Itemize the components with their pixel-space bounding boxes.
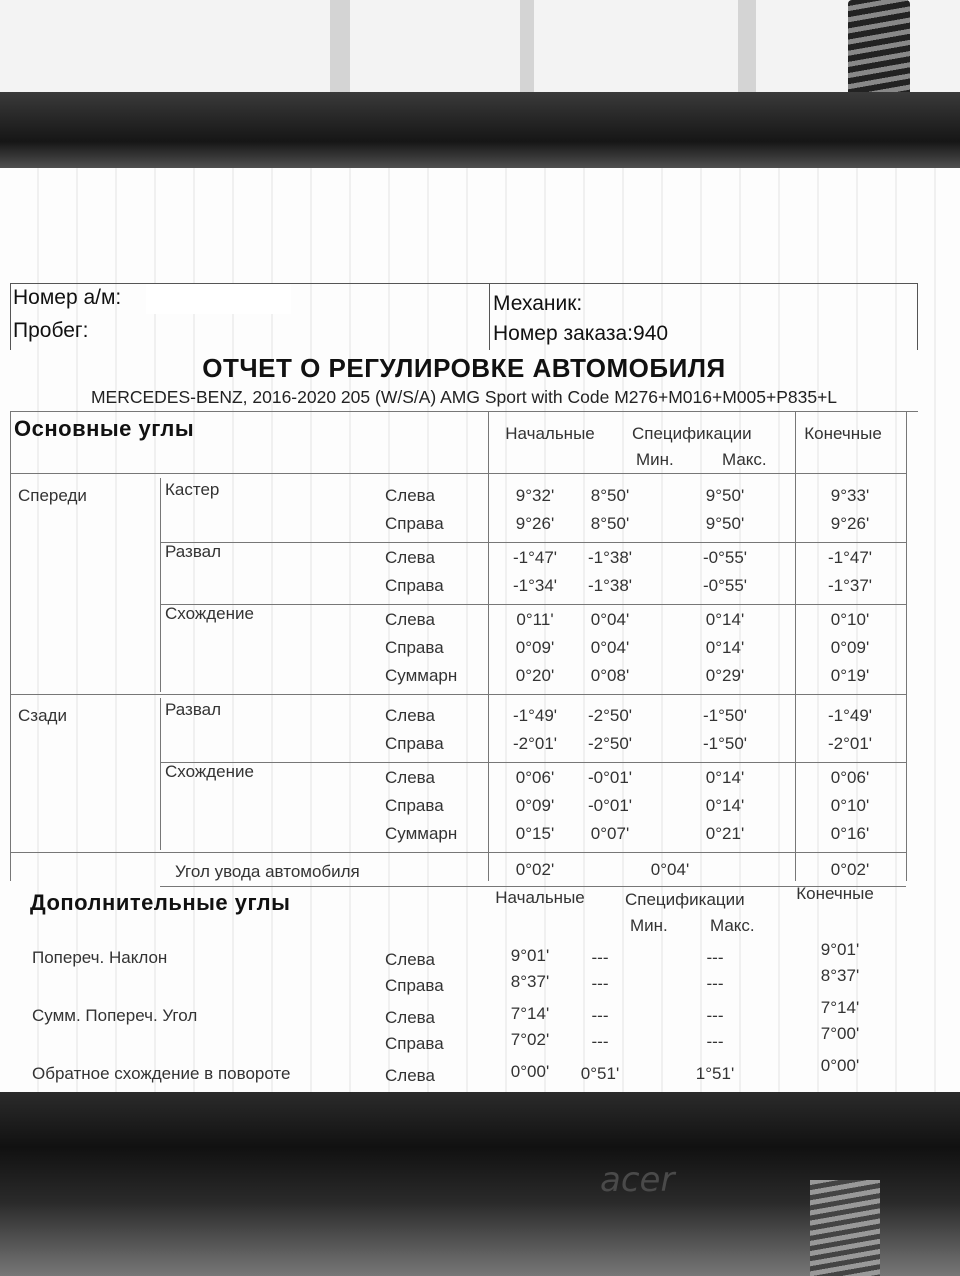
- spec-min-value: 8°50': [590, 486, 630, 505]
- final-value: -1°37': [827, 576, 873, 595]
- final-value: 9°33': [830, 486, 870, 505]
- thrust-angle-label: Угол увода автомобиля: [175, 862, 360, 881]
- spec-max-value: 0°14': [705, 768, 745, 787]
- spec-max-value: ---: [706, 974, 724, 993]
- table-border-left: [10, 411, 11, 881]
- final-value: 0°06': [830, 768, 870, 787]
- initial-value: 9°32': [515, 486, 555, 505]
- initial-value: 0°09': [515, 796, 555, 815]
- side-label: Слева: [385, 1066, 435, 1085]
- extra-col-initial-header: Начальные: [495, 888, 585, 907]
- thrust-initial-value: 0°02': [515, 860, 555, 879]
- initial-value: 0°20': [515, 666, 555, 685]
- group-divider: [160, 478, 161, 692]
- initial-value: 0°06': [515, 768, 555, 787]
- report-title: ОТЧЕТ О РЕГУЛИРОВКЕ АВТОМОБИЛЯ: [202, 353, 726, 383]
- spec-min-value: -1°38': [587, 576, 633, 595]
- extra-col-final-header: Конечные: [796, 884, 874, 903]
- spec-max-value: 1°51': [695, 1064, 735, 1083]
- table-rule: [10, 473, 906, 474]
- initial-value: 9°01': [510, 946, 550, 965]
- spec-max-value: -0°55': [702, 576, 748, 595]
- final-value: 0°19': [830, 666, 870, 685]
- initial-value: 0°09': [515, 638, 555, 657]
- side-label: Справа: [385, 514, 444, 533]
- header-divider: [489, 284, 490, 350]
- side-label: Справа: [385, 734, 444, 753]
- side-label: Суммарн: [385, 824, 458, 843]
- spec-min-value: -0°01': [587, 796, 633, 815]
- extra-section-title: Дополнительные углы: [30, 890, 291, 915]
- initial-value: -1°47': [512, 548, 558, 567]
- col-min-header: Мин.: [636, 450, 674, 469]
- final-value: 7°14': [820, 998, 860, 1017]
- side-label: Справа: [385, 976, 444, 995]
- extra-parameter-label: Сумм. Попереч. Угол: [32, 1006, 198, 1025]
- table-rule: [160, 542, 906, 543]
- spec-max-value: 0°14': [705, 796, 745, 815]
- col-max-header: Макс.: [722, 450, 767, 469]
- side-label: Справа: [385, 576, 444, 595]
- main-section-title: Основные углы: [14, 416, 195, 441]
- col-initial-header: Начальные: [505, 424, 595, 443]
- spec-min-value: ---: [591, 948, 609, 967]
- parameter-label: Развал: [165, 542, 222, 561]
- spec-min-value: 0°08': [590, 666, 630, 685]
- initial-value: 7°14': [510, 1004, 550, 1023]
- spec-min-value: 0°04': [590, 638, 630, 657]
- extra-col-spec-header: Спецификации: [625, 890, 745, 909]
- spec-max-value: -0°55': [702, 548, 748, 567]
- lamp-stand: [810, 1180, 880, 1276]
- spec-max-value: ---: [706, 1032, 724, 1051]
- order-number: Номер заказа:940: [493, 322, 669, 345]
- parameter-label: Схождение: [165, 604, 254, 623]
- side-label: Справа: [385, 638, 444, 657]
- initial-value: -2°01': [512, 734, 558, 753]
- side-label: Слева: [385, 1008, 435, 1027]
- final-value: 0°16': [830, 824, 870, 843]
- side-label: Слева: [385, 768, 435, 787]
- extra-col-max-header: Макс.: [710, 916, 755, 935]
- table-rule: [160, 762, 906, 763]
- thrust-spec-value: 0°04': [650, 860, 690, 879]
- plate-label: Номер а/м:: [13, 286, 122, 309]
- final-value: 0°10': [830, 610, 870, 629]
- monitor-brand-logo: acer: [600, 1160, 675, 1200]
- side-label: Справа: [385, 796, 444, 815]
- spec-max-value: ---: [706, 1006, 724, 1025]
- spec-min-value: ---: [591, 974, 609, 993]
- group-divider: [160, 698, 161, 850]
- extra-parameter-label: Обратное схождение в повороте: [32, 1064, 291, 1083]
- initial-value: -1°49': [512, 706, 558, 725]
- final-value: 0°10': [830, 796, 870, 815]
- side-label: Слева: [385, 950, 435, 969]
- side-label: Суммарн: [385, 666, 458, 685]
- initial-value: 9°26': [515, 514, 555, 533]
- spec-max-value: 0°14': [705, 610, 745, 629]
- spec-max-value: 9°50': [705, 486, 745, 505]
- spec-max-value: 0°29': [705, 666, 745, 685]
- parameter-label: Схождение: [165, 762, 254, 781]
- group-rule: [10, 852, 906, 853]
- vehicle-description: MERCEDES-BENZ, 2016-2020 205 (W/S/A) AMG Sport with Code M276+M016+M005+P835+L: [90, 387, 838, 407]
- final-value: 9°26': [830, 514, 870, 533]
- final-value: 0°09': [830, 638, 870, 657]
- side-label: Справа: [385, 1034, 444, 1053]
- side-label: Слева: [385, 610, 435, 629]
- col-spec-header: Спецификации: [632, 424, 752, 443]
- group-label: Сзади: [18, 706, 67, 725]
- spec-min-value: 0°07': [590, 824, 630, 843]
- initial-value: 0°15': [515, 824, 555, 843]
- extra-parameter-label: Попереч. Наклон: [32, 948, 168, 967]
- initial-value: 7°02': [510, 1030, 550, 1049]
- col-final-header: Конечные: [804, 424, 882, 443]
- final-value: 0°00': [820, 1056, 860, 1075]
- report-header: [10, 283, 918, 350]
- spec-max-value: ---: [706, 948, 724, 967]
- parameter-label: Кастер: [165, 480, 220, 499]
- table-rule: [160, 604, 906, 605]
- table-border-right: [906, 411, 907, 881]
- initial-value: -1°34': [512, 576, 558, 595]
- group-rule: [10, 694, 906, 695]
- spec-min-value: -1°38': [587, 548, 633, 567]
- side-label: Слева: [385, 548, 435, 567]
- mileage-label: Пробег:: [13, 319, 89, 342]
- spec-min-value: ---: [591, 1006, 609, 1025]
- spec-min-value: -2°50': [587, 734, 633, 753]
- thrust-final-value: 0°02': [830, 860, 870, 879]
- mechanic-label: Механик:: [493, 292, 583, 315]
- parameter-label: Развал: [165, 700, 222, 719]
- final-value: 8°37': [820, 966, 860, 985]
- spec-max-value: 0°21': [705, 824, 745, 843]
- spec-max-value: 9°50': [705, 514, 745, 533]
- extra-col-min-header: Мин.: [630, 916, 668, 935]
- spec-max-value: 0°14': [705, 638, 745, 657]
- final-value: -2°01': [827, 734, 873, 753]
- spec-max-value: -1°50': [702, 734, 748, 753]
- section-rule: [10, 411, 918, 412]
- side-label: Слева: [385, 706, 435, 725]
- spec-min-value: 0°51': [580, 1064, 620, 1083]
- spec-min-value: 0°04': [590, 610, 630, 629]
- spec-min-value: ---: [591, 1032, 609, 1051]
- final-value: -1°47': [827, 548, 873, 567]
- final-value: 7°00': [820, 1024, 860, 1043]
- initial-value: 0°11': [516, 610, 554, 629]
- spec-min-value: -2°50': [587, 706, 633, 725]
- final-value: 9°01': [820, 940, 860, 959]
- spec-max-value: -1°50': [702, 706, 748, 725]
- initial-value: 0°00': [510, 1062, 550, 1081]
- group-label: Спереди: [18, 486, 87, 505]
- alignment-report: [10, 283, 918, 1085]
- spec-min-value: 8°50': [590, 514, 630, 533]
- final-value: -1°49': [827, 706, 873, 725]
- spec-min-value: -0°01': [587, 768, 633, 787]
- side-label: Слева: [385, 486, 435, 505]
- initial-value: 8°37': [510, 972, 550, 991]
- plate-redaction: [146, 284, 291, 314]
